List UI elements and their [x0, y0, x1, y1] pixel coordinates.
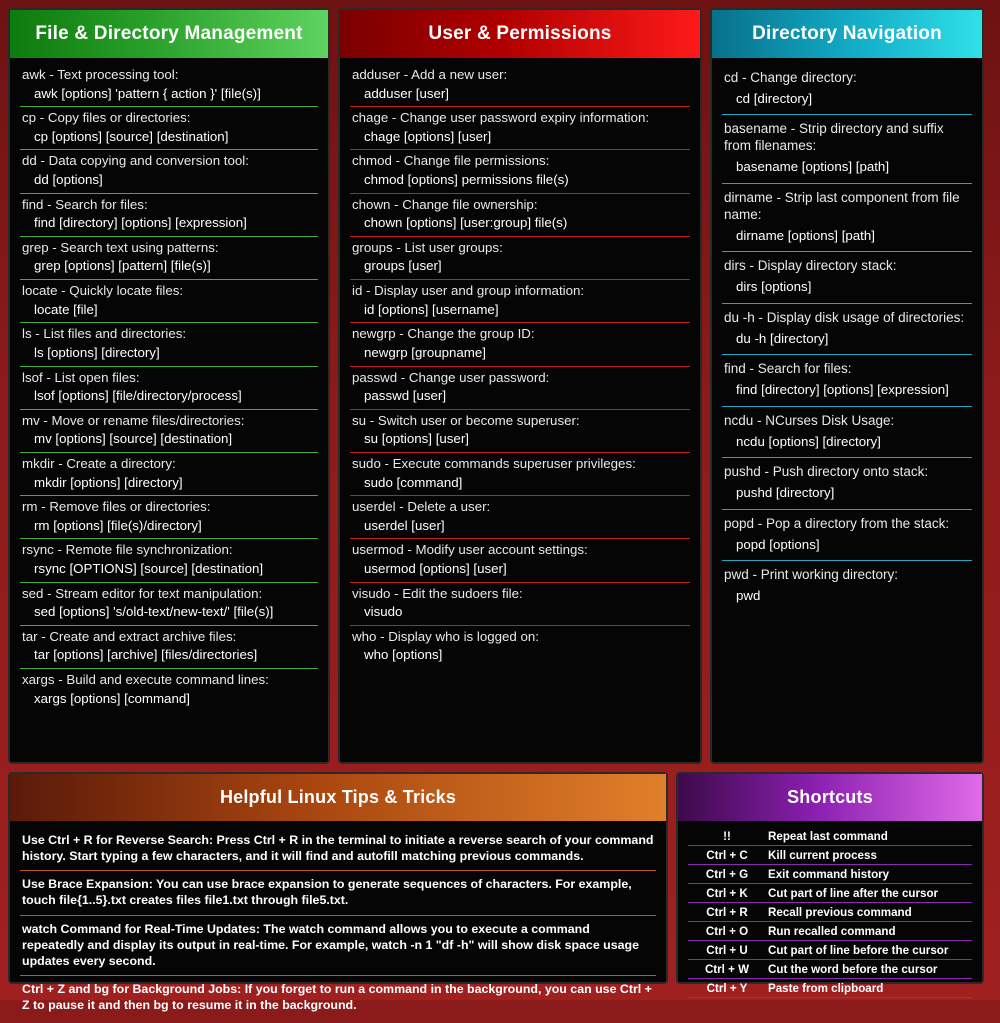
panel-title-shortcuts: Shortcuts: [678, 774, 982, 821]
command-syntax: pwd: [736, 587, 761, 603]
command-description: grep - Search text using patterns:: [22, 239, 219, 255]
command-description: ncdu - NCurses Disk Usage:: [724, 412, 895, 428]
command-syntax: cp [options] [source] [destination]: [34, 128, 229, 144]
command-description: chmod - Change file permissions:: [352, 153, 550, 169]
shortcut-key: Ctrl + R: [688, 903, 766, 922]
command-entry: [722, 184, 972, 252]
command-entry: [20, 453, 318, 496]
command-description: pwd - Print working directory:: [724, 567, 899, 583]
command-syntax: rsync [OPTIONS] [source] [destination]: [34, 561, 264, 577]
panel-directory-navigation: [710, 8, 984, 764]
command-syntax: usermod [options] [user]: [364, 561, 507, 577]
shortcut-key: Ctrl + W: [688, 960, 766, 979]
command-description: visudo - Edit the sudoers file:: [352, 585, 523, 601]
command-entry: [350, 539, 690, 582]
tip-item: watch Command for Real-Time Updates: The watch command allows you to execute a command repeatedly and display its output in real-time. For example, watch -n 1 "df -h" will show disk space usage updates every second.: [20, 916, 656, 976]
panel-body-tips: [10, 821, 666, 1023]
command-entry: [350, 583, 690, 626]
command-description: usermod - Modify user account settings:: [352, 542, 588, 558]
command-entry: [350, 280, 690, 323]
command-syntax: chown [options] [user:group] file(s): [364, 215, 568, 231]
command-entry: [20, 583, 318, 626]
table-row: [688, 941, 972, 960]
panel-file-directory-management: [8, 8, 330, 764]
command-entry: [722, 252, 972, 303]
command-syntax: sudo [command]: [364, 474, 463, 490]
command-description: passwd - Change user password:: [352, 369, 550, 385]
command-entry: [722, 458, 972, 509]
shortcut-description: Cut part of line after the cursor: [766, 884, 972, 903]
command-entry: [20, 496, 318, 539]
command-syntax: su [options] [user]: [364, 431, 469, 447]
command-entry: [722, 561, 972, 611]
command-syntax: ls [options] [directory]: [34, 344, 160, 360]
command-syntax: sed [options] 's/old-text/new-text/' [file(s)]: [34, 604, 274, 620]
table-row: [688, 979, 972, 998]
command-syntax: tar [options] [archive] [files/directories]: [34, 647, 258, 663]
command-entry: [20, 323, 318, 366]
command-syntax: lsof [options] [file/directory/process]: [34, 388, 242, 404]
command-entry: [350, 194, 690, 237]
command-description: rm - Remove files or directories:: [22, 499, 211, 515]
command-entry: [20, 410, 318, 453]
command-entry: [20, 194, 318, 237]
command-syntax: adduser [user]: [364, 85, 450, 101]
shortcut-key: Ctrl + C: [688, 846, 766, 865]
panel-shortcuts: [676, 772, 984, 995]
table-row: [688, 846, 972, 865]
command-syntax: locate [file]: [34, 301, 98, 317]
command-syntax: find [directory] [options] [expression]: [34, 215, 247, 231]
command-entry: [350, 626, 690, 668]
command-syntax: passwd [user]: [364, 388, 447, 404]
command-entry: [722, 355, 972, 406]
command-entry: [722, 115, 972, 183]
command-entry: [350, 410, 690, 453]
command-description: ls - List files and directories:: [22, 326, 187, 342]
command-syntax: ncdu [options] [directory]: [736, 433, 881, 449]
command-syntax: dd [options]: [34, 172, 103, 188]
panel-body-files: [10, 58, 328, 762]
panel-user-permissions: [338, 8, 702, 764]
command-syntax: id [options] [username]: [364, 301, 499, 317]
command-description: dd - Data copying and conversion tool:: [22, 153, 249, 169]
command-description: find - Search for files:: [22, 196, 148, 212]
command-description: chown - Change file ownership:: [352, 196, 538, 212]
command-syntax: groups [user]: [364, 258, 442, 274]
command-syntax: who [options]: [364, 647, 443, 663]
command-entry: [722, 64, 972, 115]
command-description: id - Display user and group information:: [352, 283, 585, 299]
command-syntax: find [directory] [options] [expression]: [736, 382, 949, 398]
table-row: [688, 827, 972, 846]
table-row: [688, 884, 972, 903]
command-entry: [20, 669, 318, 711]
command-entry: [722, 510, 972, 561]
shortcut-description: Recall previous command: [766, 903, 972, 922]
command-syntax: visudo: [364, 604, 403, 620]
command-entry: [20, 539, 318, 582]
command-syntax: chage [options] [user]: [364, 128, 492, 144]
command-syntax: newgrp [groupname]: [364, 344, 486, 360]
table-row: [688, 903, 972, 922]
panel-body-nav: [712, 58, 982, 762]
command-description: mkdir - Create a directory:: [22, 455, 176, 471]
top-panels-row: [8, 8, 992, 764]
command-description: dirs - Display directory stack:: [724, 258, 897, 274]
shortcut-key: Ctrl + U: [688, 941, 766, 960]
command-entry: [350, 323, 690, 366]
table-row: [688, 960, 972, 979]
command-description: adduser - Add a new user:: [352, 67, 508, 82]
command-description: popd - Pop a directory from the stack:: [724, 515, 950, 531]
panel-title-files: File & Directory Management: [10, 10, 328, 58]
command-description: awk - Text processing tool:: [22, 67, 179, 82]
shortcut-key: Ctrl + K: [688, 884, 766, 903]
command-syntax: popd [options]: [736, 536, 820, 552]
command-syntax: xargs [options] [command]: [34, 690, 190, 706]
command-description: lsof - List open files:: [22, 369, 140, 385]
panel-title-tips: Helpful Linux Tips & Tricks: [10, 774, 666, 821]
command-description: find - Search for files:: [724, 361, 852, 377]
tip-item: Use Ctrl + R for Reverse Search: Press Ctrl + R in the terminal to initiate a reverse search of your command history. Start typing a few characters, and it will find and autofill matching previous commands.: [20, 827, 656, 871]
command-entry: [20, 280, 318, 323]
command-syntax: dirname [options] [path]: [736, 227, 875, 243]
shortcut-key: Ctrl + O: [688, 922, 766, 941]
command-syntax: mv [options] [source] [destination]: [34, 431, 233, 447]
panel-title-nav: Directory Navigation: [712, 10, 982, 58]
command-entry: [722, 407, 972, 458]
tip-item: Ctrl + Z and bg for Background Jobs: If you forget to run a command in the background, you can use Ctrl + Z to pause it and then bg to resume it in the background.: [22, 981, 652, 1012]
command-entry: [350, 107, 690, 150]
bottom-panels-row: [8, 772, 992, 1012]
shortcut-description: Paste from clipboard: [766, 979, 972, 998]
command-entry: [350, 367, 690, 410]
command-description: dirname - Strip last component from file name:: [724, 189, 960, 222]
shortcuts-table: [688, 827, 972, 998]
command-description: locate - Quickly locate files:: [22, 283, 184, 299]
panel-tips-tricks: [8, 772, 668, 1012]
command-entry: [350, 237, 690, 280]
command-syntax: dirs [options]: [736, 279, 812, 295]
command-description: cd - Change directory:: [724, 70, 857, 85]
command-syntax: rm [options] [file(s)/directory]: [34, 517, 202, 533]
command-syntax: grep [options] [pattern] [file(s)]: [34, 258, 211, 274]
command-description: cp - Copy files or directories:: [22, 110, 191, 126]
command-syntax: cd [directory]: [736, 90, 813, 106]
shortcut-description: Cut the word before the cursor: [766, 960, 972, 979]
command-description: userdel - Delete a user:: [352, 499, 491, 515]
tip-item: Use Brace Expansion: You can use brace expansion to generate sequences of characters. For example, touch file{1..5}.txt creates files file1.txt through file5.txt.: [20, 871, 656, 915]
panel-body-shortcuts: [678, 821, 982, 1002]
command-entry: [350, 64, 690, 107]
command-entry: [20, 64, 318, 107]
command-entry: [722, 304, 972, 355]
command-description: rsync - Remote file synchronization:: [22, 542, 233, 558]
shortcut-description: Run recalled command: [766, 922, 972, 941]
command-description: sudo - Execute commands superuser privileges:: [352, 455, 636, 471]
command-description: su - Switch user or become superuser:: [352, 412, 580, 428]
command-description: basename - Strip directory and suffix from filenames:: [724, 121, 944, 154]
command-description: who - Display who is logged on:: [352, 628, 539, 644]
command-syntax: du -h [directory]: [736, 330, 829, 346]
shortcut-description: Kill current process: [766, 846, 972, 865]
command-description: mv - Move or rename files/directories:: [22, 412, 245, 428]
command-entry: [350, 496, 690, 539]
table-row: [688, 865, 972, 884]
command-syntax: basename [options] [path]: [736, 159, 890, 175]
table-row: [688, 922, 972, 941]
command-description: pushd - Push directory onto stack:: [724, 464, 929, 480]
command-entry: [20, 367, 318, 410]
command-entry: [20, 150, 318, 193]
panel-body-users: [340, 58, 700, 762]
command-description: xargs - Build and execute command lines:: [22, 672, 269, 688]
shortcut-description: Repeat last command: [766, 827, 972, 846]
command-syntax: awk [options] 'pattern { action }' [file(s)]: [34, 85, 261, 101]
shortcut-key: !!: [688, 827, 766, 846]
command-syntax: userdel [user]: [364, 517, 445, 533]
shortcut-key: Ctrl + G: [688, 865, 766, 884]
command-entry: [20, 237, 318, 280]
shortcut-description: Cut part of line before the cursor: [766, 941, 972, 960]
command-description: tar - Create and extract archive files:: [22, 628, 237, 644]
command-syntax: chmod [options] permissions file(s): [364, 172, 569, 188]
command-description: newgrp - Change the group ID:: [352, 326, 535, 342]
command-description: du -h - Display disk usage of directories:: [724, 309, 965, 325]
command-entry: [350, 453, 690, 496]
shortcut-description: Exit command history: [766, 865, 972, 884]
command-syntax: mkdir [options] [directory]: [34, 474, 183, 490]
command-entry: [20, 107, 318, 150]
shortcut-key: Ctrl + Y: [688, 979, 766, 998]
panel-title-users: User & Permissions: [340, 10, 700, 58]
command-entry: [350, 150, 690, 193]
command-description: groups - List user groups:: [352, 239, 503, 255]
command-description: sed - Stream editor for text manipulation:: [22, 585, 263, 601]
command-description: chage - Change user password expiry information:: [352, 110, 650, 126]
command-syntax: pushd [directory]: [736, 485, 835, 501]
command-entry: [20, 626, 318, 669]
